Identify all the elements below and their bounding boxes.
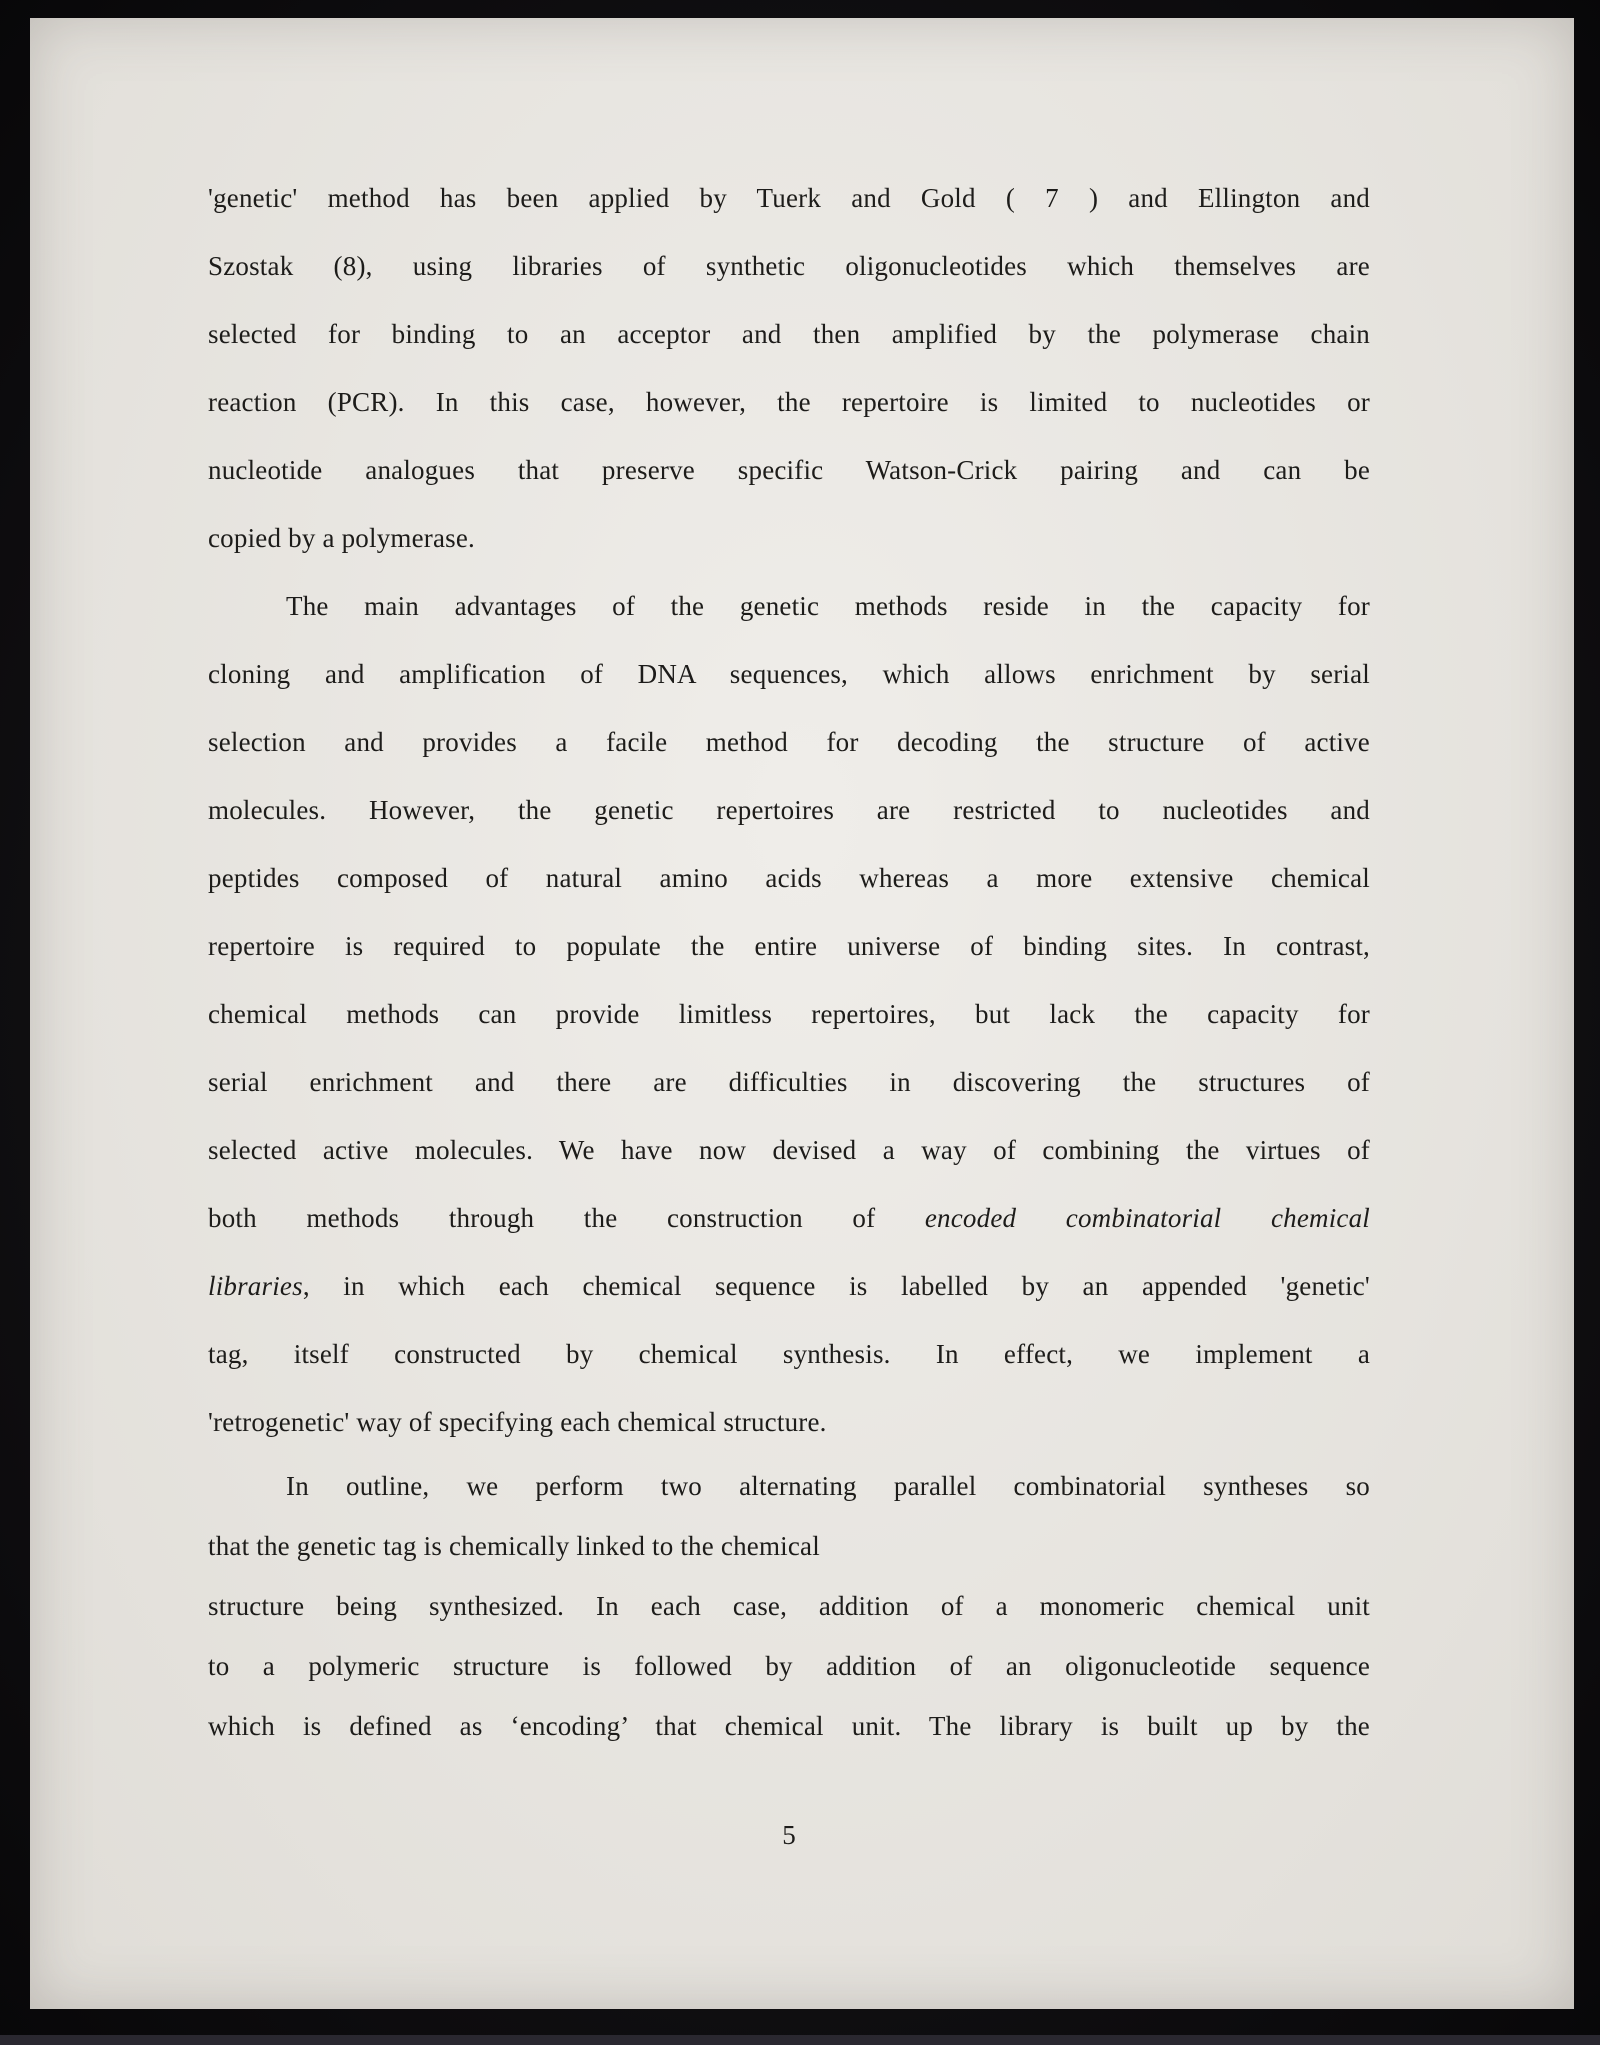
text-line — [208, 1320, 1370, 1388]
text-line — [208, 640, 1370, 708]
text-line — [208, 1576, 1370, 1636]
scan-edge-strip — [0, 2035, 1600, 2045]
text-line — [208, 980, 1370, 1048]
text-run: peptides composed of natural amino acids whereas a more extensive chemical — [208, 863, 1370, 893]
text-run: In outline, we perform two alternating parallel combinatorial syntheses so — [286, 1471, 1370, 1501]
text-run: copied by a polymerase. — [208, 523, 476, 553]
text-line — [208, 844, 1370, 912]
text-line — [208, 300, 1370, 368]
italic-text-run: libraries — [208, 1271, 303, 1301]
text-line — [208, 368, 1370, 436]
text-line — [208, 504, 1370, 572]
text-line — [208, 1456, 1370, 1516]
text-line — [208, 1636, 1370, 1696]
text-block — [208, 164, 1370, 1756]
text-line — [208, 708, 1370, 776]
text-line — [208, 1516, 1370, 1576]
paragraph — [208, 164, 1370, 572]
text-run: selected active molecules. We have now devised a way of combining the virtues of — [208, 1135, 1370, 1165]
text-line — [208, 1048, 1370, 1116]
paragraph — [208, 1456, 1370, 1756]
document-page — [30, 18, 1574, 2009]
text-run: structure being synthesized. In each case, addition of a monomeric chemical unit — [208, 1591, 1370, 1621]
page-number: 5 — [782, 1820, 796, 1850]
text-line — [208, 572, 1370, 640]
text-run: The main advantages of the genetic methods reside in the capacity for — [286, 591, 1370, 621]
text-run: both methods through the construction of — [208, 1203, 925, 1233]
text-run: Szostak (8), using libraries of synthetic oligonucleotides which themselves are — [208, 251, 1370, 281]
text-run: molecules. However, the genetic repertoires are restricted to nucleotides and — [208, 795, 1370, 825]
text-line — [208, 1388, 1370, 1456]
text-run: reaction (PCR). In this case, however, the repertoire is limited to nucleotides or — [208, 387, 1370, 417]
text-line — [208, 232, 1370, 300]
text-run: cloning and amplification of DNA sequences, which allows enrichment by serial — [208, 659, 1370, 689]
text-line — [208, 1116, 1370, 1184]
text-run: repertoire is required to populate the entire universe of binding sites. In contrast, — [208, 931, 1370, 961]
text-line — [208, 1696, 1370, 1756]
text-line — [208, 164, 1370, 232]
text-run: selected for binding to an acceptor and then amplified by the polymerase chain — [208, 319, 1370, 349]
text-run: 'retrogenetic' way of specifying each chemical structure. — [208, 1407, 827, 1437]
text-run: chemical methods can provide limitless repertoires, but lack the capacity for — [208, 999, 1370, 1029]
text-line — [208, 1252, 1370, 1320]
text-run: 'genetic' method has been applied by Tuerk and Gold ( 7 ) and Ellington and — [208, 183, 1370, 213]
text-run: , in which each chemical sequence is labelled by an appended 'genetic' — [302, 1271, 1370, 1301]
text-line — [208, 1184, 1370, 1252]
paragraph — [208, 572, 1370, 1456]
text-line — [208, 436, 1370, 504]
text-run: that the genetic tag is chemically linked to the chemical — [208, 1531, 820, 1561]
italic-text-run: encoded combinatorial chemical — [924, 1203, 1370, 1233]
text-run: to a polymeric structure is followed by addition of an oligonucleotide sequence — [208, 1651, 1370, 1681]
text-run: tag, itself constructed by chemical synthesis. In effect, we implement a — [208, 1339, 1370, 1369]
text-run: selection and provides a facile method for decoding the structure of active — [208, 727, 1370, 757]
text-run: serial enrichment and there are difficulties in discovering the structures of — [208, 1067, 1370, 1097]
text-run: which is defined as ‘encoding’ that chemical unit. The library is built up by the — [208, 1711, 1370, 1741]
text-line — [208, 912, 1370, 980]
text-run: nucleotide analogues that preserve specific Watson-Crick pairing and can be — [208, 455, 1370, 485]
text-line — [208, 776, 1370, 844]
